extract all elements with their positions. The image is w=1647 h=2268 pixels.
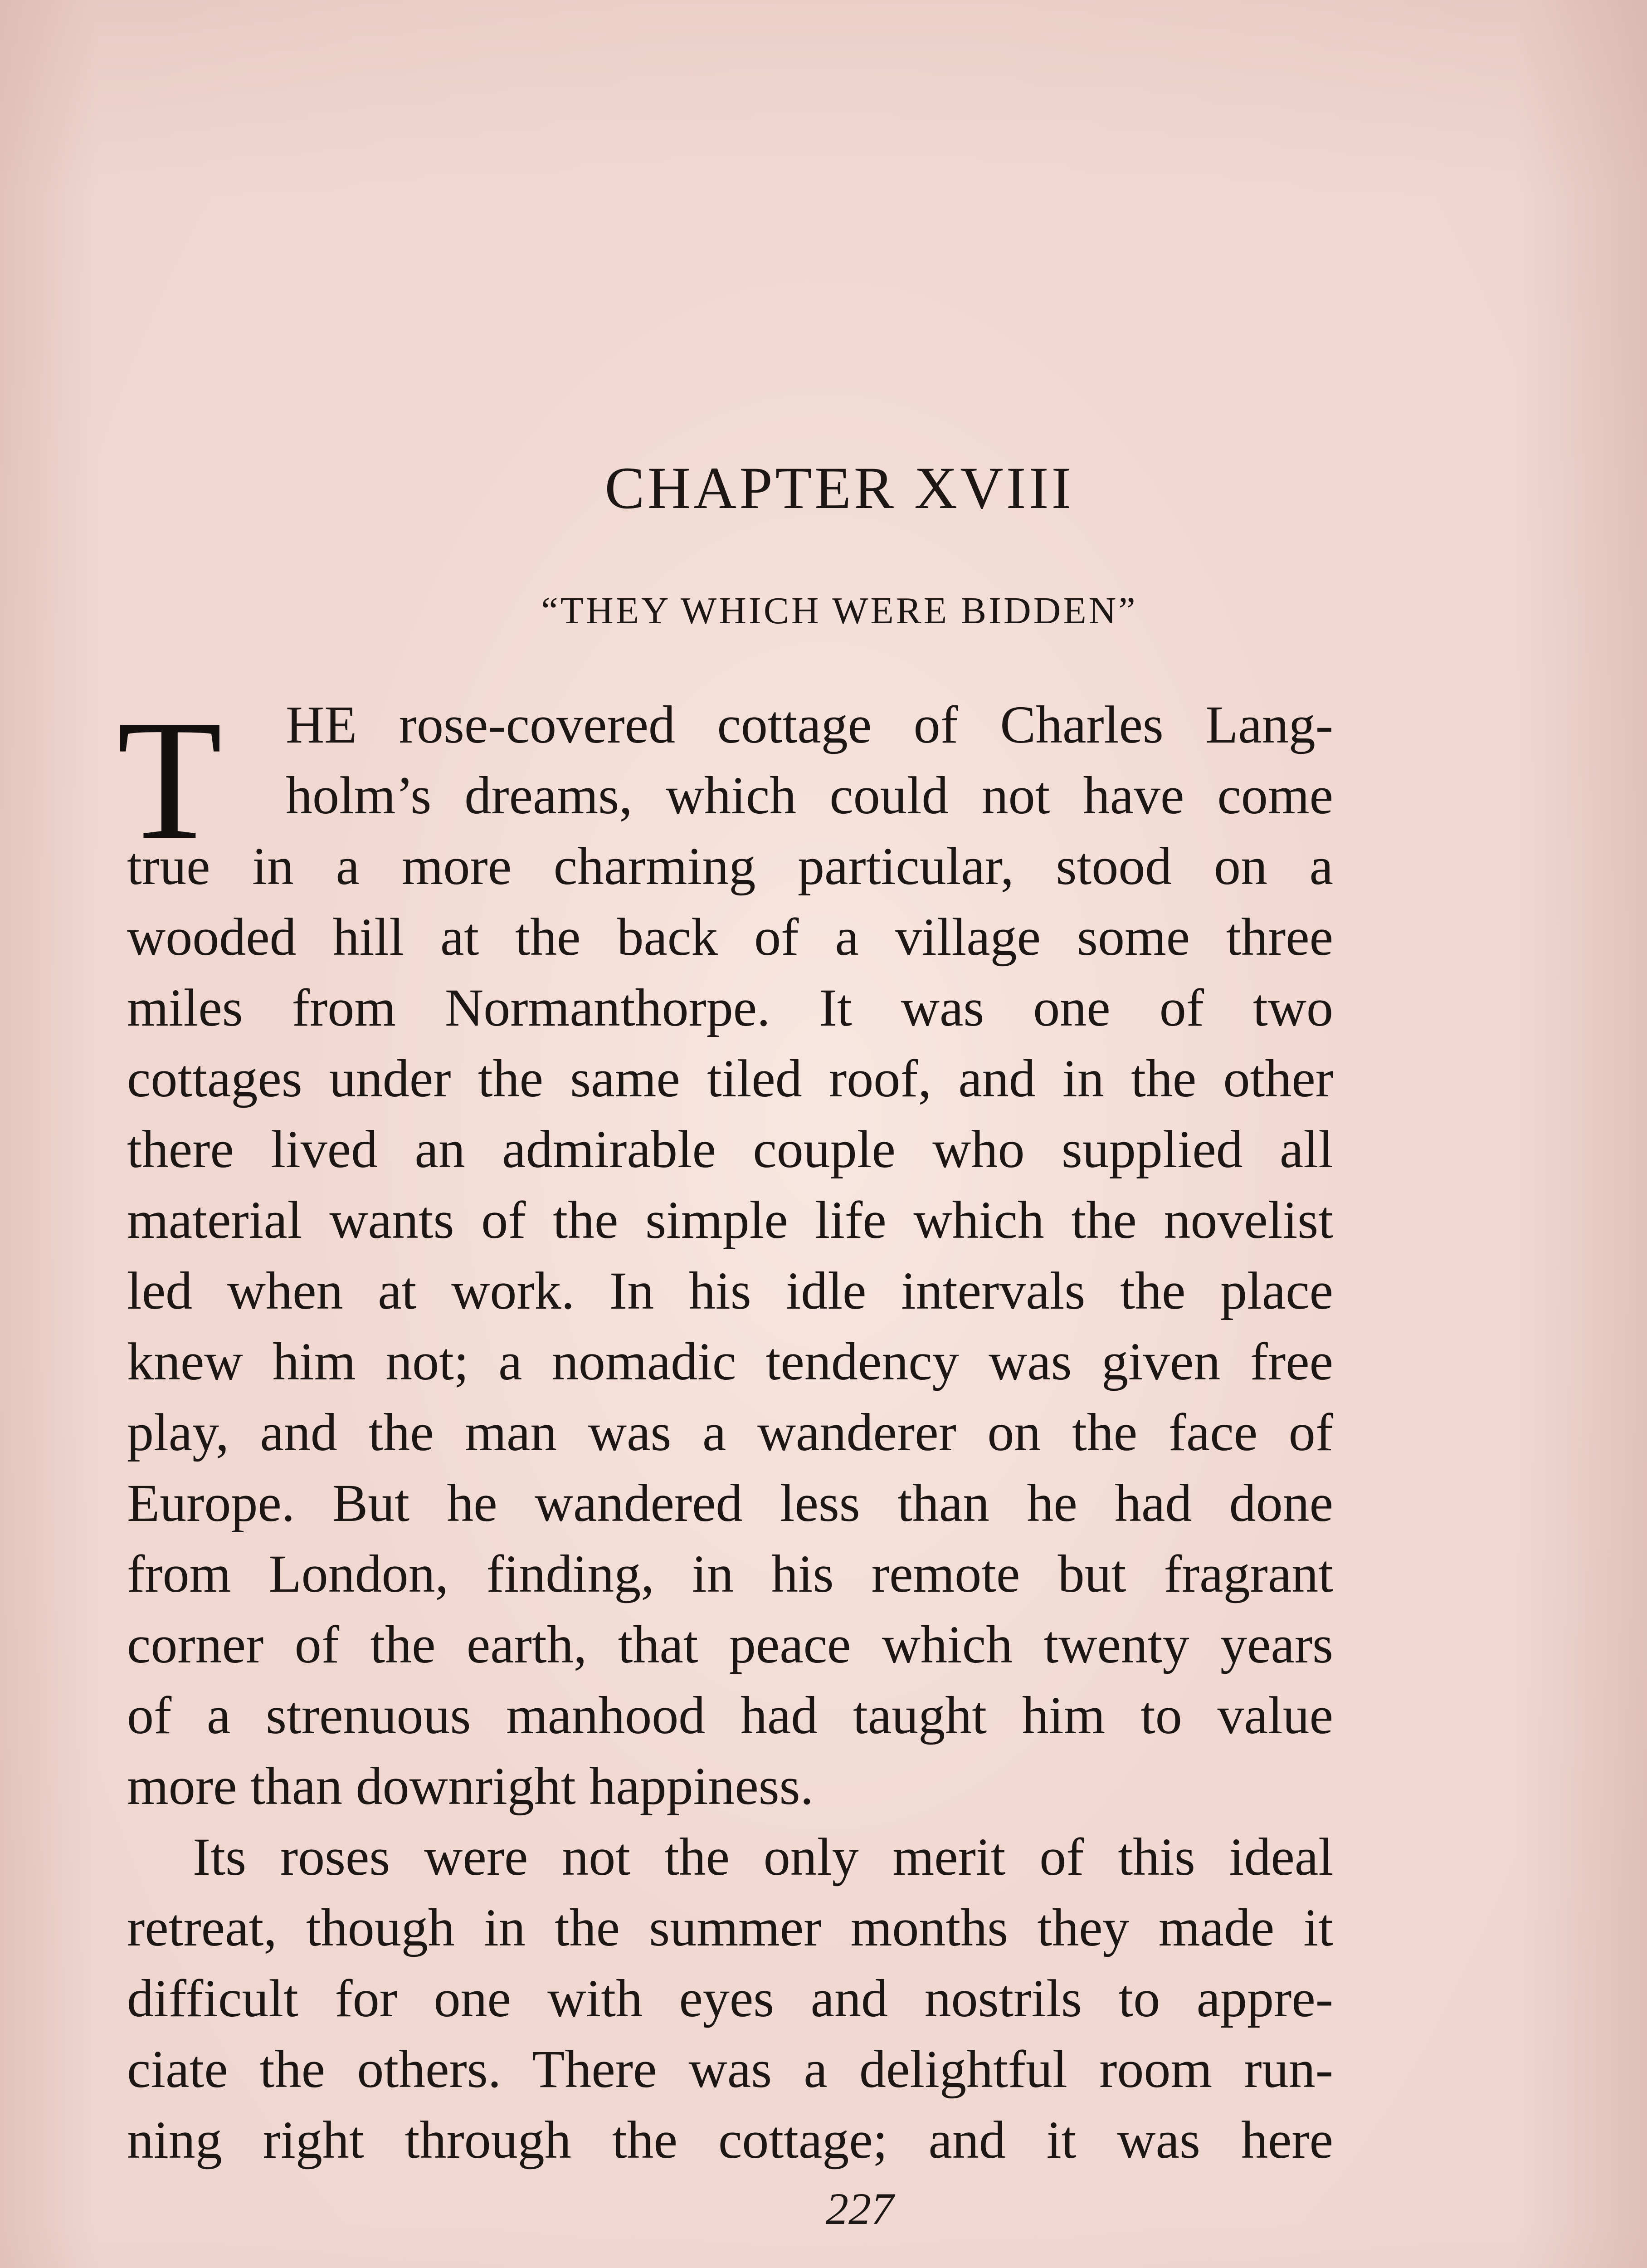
text-line: difficult for one with eyes and nostrils to appre- (127, 1969, 1333, 2028)
chapter-subtitle: “THEY WHICH WERE BIDDEN” (541, 590, 1138, 632)
text-line: holm’s dreams, which could not have come (286, 766, 1333, 825)
text-line: wooded hill at the back of a village some three (127, 907, 1333, 967)
text-line: true in a more charming particular, stood on a (127, 836, 1333, 896)
text-line: ciate the others. There was a delightful room run- (127, 2039, 1333, 2099)
text-line: corner of the earth, that peace which twenty years (127, 1615, 1333, 1674)
body-text (117, 684, 1333, 2175)
text-line: miles from Normanthorpe. It was one of two (127, 978, 1333, 1037)
text-line: play, and the man was a wanderer on the face of (127, 1403, 1333, 1462)
text-line: Its roses were not the only merit of this ideal (193, 1827, 1333, 1887)
drop-cap: T (117, 684, 223, 875)
chapter-title: CHAPTER XVIII (604, 455, 1074, 521)
text-line: led when at work. In his idle intervals the place (127, 1261, 1333, 1320)
text-line: HE rose-covered cottage of Charles Lang- (286, 695, 1333, 754)
text-line: retreat, though in the summer months they made it (127, 1898, 1333, 1957)
text-line: Europe. But he wandered less than he had done (127, 1473, 1333, 1533)
text-line: ning right through the cottage; and it was here (127, 2110, 1333, 2170)
text-line: more than downright happiness. (127, 1756, 814, 1816)
page-number: 227 (826, 2184, 894, 2234)
text-line: of a strenuous manhood had taught him to value (127, 1686, 1333, 1745)
text-line: there lived an admirable couple who supplied all (127, 1119, 1333, 1179)
paragraph-1 (127, 689, 1333, 1822)
text-line: from London, finding, in his remote but fragrant (127, 1544, 1333, 1603)
paragraph-2 (127, 1822, 1333, 2175)
text-line: material wants of the simple life which the novelist (127, 1190, 1333, 1250)
text-line: cottages under the same tiled roof, and in the other (127, 1049, 1333, 1108)
text-line: knew him not; a nomadic tendency was given free (127, 1332, 1333, 1391)
